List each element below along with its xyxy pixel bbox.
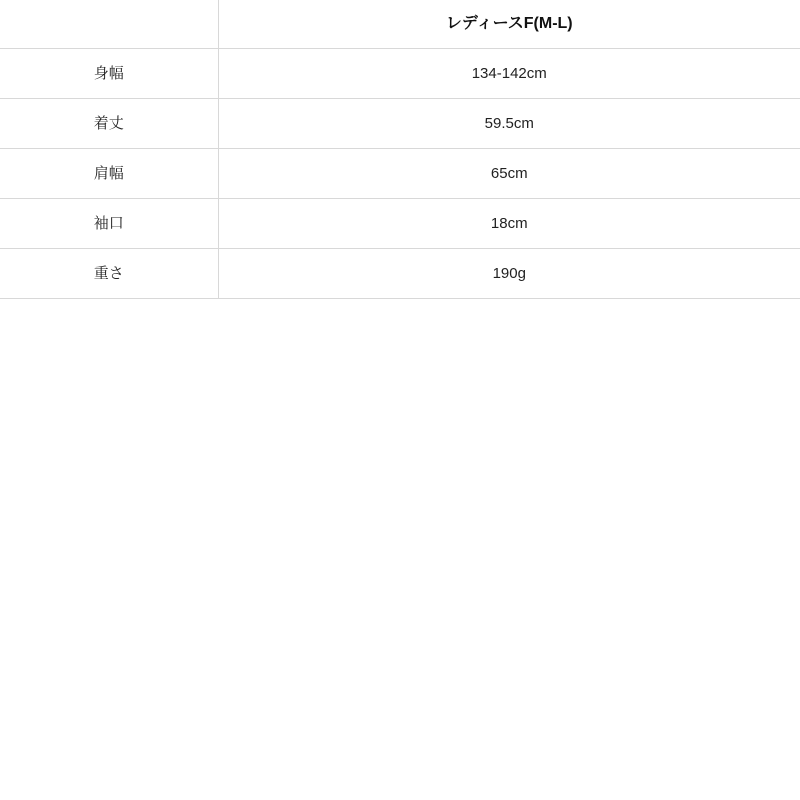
row-label-body-width: 身幅 <box>0 49 218 99</box>
row-label-weight: 重さ <box>0 249 218 299</box>
empty-space <box>0 299 800 800</box>
row-value-shoulder-width: 65cm <box>218 149 800 199</box>
row-value-body-width: 134-142cm <box>218 49 800 99</box>
table-header-row <box>0 0 800 49</box>
table-row <box>0 199 800 249</box>
table-row <box>0 49 800 99</box>
table-row <box>0 249 800 299</box>
header-cell-blank <box>0 0 218 49</box>
row-value-weight: 190g <box>218 249 800 299</box>
size-specification-table <box>0 0 800 299</box>
row-value-length: 59.5cm <box>218 99 800 149</box>
header-cell-size: レディースF(M-L) <box>218 0 800 49</box>
table-row <box>0 99 800 149</box>
row-label-shoulder-width: 肩幅 <box>0 149 218 199</box>
row-label-cuff: 袖口 <box>0 199 218 249</box>
table-row <box>0 149 800 199</box>
row-value-cuff: 18cm <box>218 199 800 249</box>
row-label-length: 着丈 <box>0 99 218 149</box>
